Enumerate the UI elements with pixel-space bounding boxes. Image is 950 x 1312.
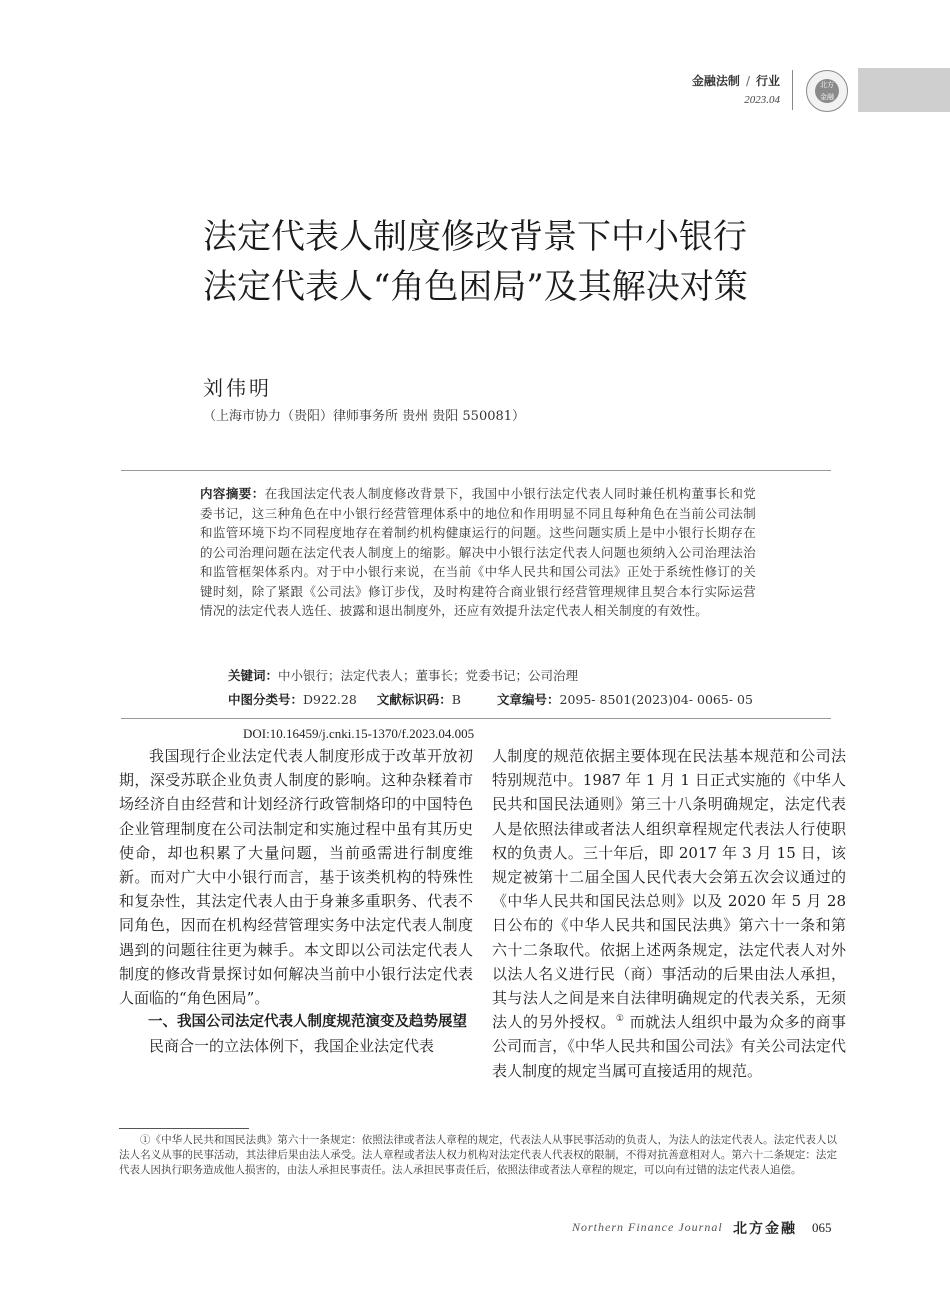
title-line-2: 法定代表人“角色困局”及其解决对策 xyxy=(203,267,748,307)
body-text-b: 而就法人组织中最为众多的商事公司而言，《中华人民共和国公司法》有关公司法定代表人制度的规定当属可直接适用的规范。 xyxy=(492,1013,846,1080)
journal-logo-icon xyxy=(806,70,848,112)
header-divider xyxy=(792,70,793,110)
body-column-left xyxy=(119,744,473,1059)
article-no-value: 2095- 8501(2023)04- 0065- 05 xyxy=(559,692,753,707)
journal-name-chinese: 北方金融 xyxy=(733,1221,797,1237)
header-gray-tab xyxy=(858,68,950,112)
clc-label: 中图分类号： xyxy=(228,692,304,707)
body-text-a: 人制度的规范依据主要体现在民法基本规范和公司法特别规范中。1987 年 1 月 1 日正式实施的《中华人民共和国民法通则》第三十八条明确规定，法定代表人是依照法律或者法人组织章程规定代表法人行使职权的负责人。三十年后，即 2017 年 3 月 15 日，该规定被第十二届全国人民代表大会第五次会议通过的《中华人民共和国民法总则》以及 2020 年 5 月 28 日公布的《中华人民共和国民法典》第六十一条和第六十二条取代。依据上述两条规定，法定代表人对外以法人名义进行民（商）事活动的后果由法人承担，其与法人之间是来自法律明确规定的代表关系，无须法人的另外授权。 xyxy=(492,747,846,1032)
abstract-text: 在我国法定代表人制度修改背景下，我国中小银行法定代表人同时兼任机构董事长和党委书记，这三种角色在中小银行经营管理体系中的地位和作用明显不同且每种角色在当前公司法制和监管环境下均不同程度地存在着制约机构健康运行的问题。这些问题实质上是中小银行长期存在的公司治理问题在法定代表人制度上的缩影。解决中小银行法定代表人问题也须纳入公司治理法治和监管框架体系内。对于中小银行来说，在当前《中华人民共和国公司法》正处于系统性修订的关键时刻，除了紧跟《公司法》修订步伐，及时构建符合商业银行经营管理规律且契合本行实际运营情况的法定代表人选任、披露和退出制度外，还应有效提升法定代表人相关制度的有效性。 xyxy=(200,486,756,618)
running-header-category xyxy=(692,72,780,89)
body-column-right xyxy=(492,744,846,1083)
doc-code-value: B xyxy=(451,692,461,707)
article-no-label: 文章编号： xyxy=(496,692,560,707)
header-category: 金融法制 xyxy=(691,74,740,88)
footnote-ref[interactable]: ① xyxy=(615,1014,625,1025)
body-paragraph: 民商合一的立法体例下，我国企业法定代表 xyxy=(149,1037,435,1056)
body-paragraph xyxy=(492,744,846,1083)
abstract-top-rule xyxy=(121,470,831,471)
classification-line xyxy=(228,690,753,708)
abstract-label: 内容摘要： xyxy=(200,486,265,501)
footnote-rule xyxy=(119,1128,249,1129)
body-paragraph: 我国现行企业法定代表人制度形成于改革开放初期，深受苏联企业负责人制度的影响。这种杂糅着市场经济自由经营和计划经济行政管制烙印的中国特色企业管理制度在公司法制定和实施过程中虽有其历史使命，却也积累了大量问题，当前亟需进行制度维新。而对广大中小银行而言，基于该类机构的特殊性和复杂性，其法定代表人由于身兼多重职务、代表不同角色，因而在机构经营管理实务中法定代表人制度遇到的问题往往更为棘手。本文即以公司法定代表人制度的修改背景探讨如何解决当前中小银行法定代表人面临的“角色困局”。 xyxy=(119,747,473,1008)
keywords-label: 关键词： xyxy=(228,668,279,683)
author-name: 刘伟明 xyxy=(203,376,272,400)
article-title xyxy=(203,212,823,312)
section-heading: 一、我国公司法定代表人制度规范演变及趋势展望 xyxy=(148,1014,467,1031)
abstract xyxy=(200,484,756,621)
author-affiliation: （上海市协力（贵阳）律师事务所 贵州 贵阳 550081） xyxy=(203,409,526,424)
header-section: 行业 xyxy=(755,74,780,88)
logo-text-top: 北方 xyxy=(820,81,834,89)
journal-logo-mark xyxy=(815,79,839,103)
abstract-bottom-rule xyxy=(121,718,831,719)
footnote: ①《中华人民共和国民法典》第六十一条规定：依照法律或者法人章程的规定，代表法人从事民事活动的负责人，为法人的法定代表人。法定代表人以法人名义从事的民事活动，其法律后果由法人承受。法人章程或者法人权力机构对法定代表人代表权的限制，不得对抗善意相对人。第六十二条规定：法定代表人因执行职务造成他人损害的，由法人承担民事责任。法人承担民事责任后，依照法律或者法人章程的规定，可以向有过错的法定代表人追偿。 xyxy=(119,1134,837,1176)
logo-text-bottom: 金融 xyxy=(820,93,834,101)
journal-name-english: Northern Finance Journal xyxy=(572,1220,723,1234)
clc-value: D922.28 xyxy=(303,692,357,707)
keywords-text: 中小银行；法定代表人；董事长；党委书记；公司治理 xyxy=(278,668,579,683)
keywords xyxy=(228,666,578,684)
page-number: 065 xyxy=(812,1220,832,1235)
header-separator: / xyxy=(745,74,750,88)
doi: DOI:10.16459/j.cnki.15-1370/f.2023.04.005 xyxy=(243,726,475,741)
header-date: 2023.04 xyxy=(744,94,780,106)
title-line-1: 法定代表人制度修改背景下中小银行 xyxy=(203,217,747,257)
doc-code-label: 文献标识码： xyxy=(376,692,452,707)
